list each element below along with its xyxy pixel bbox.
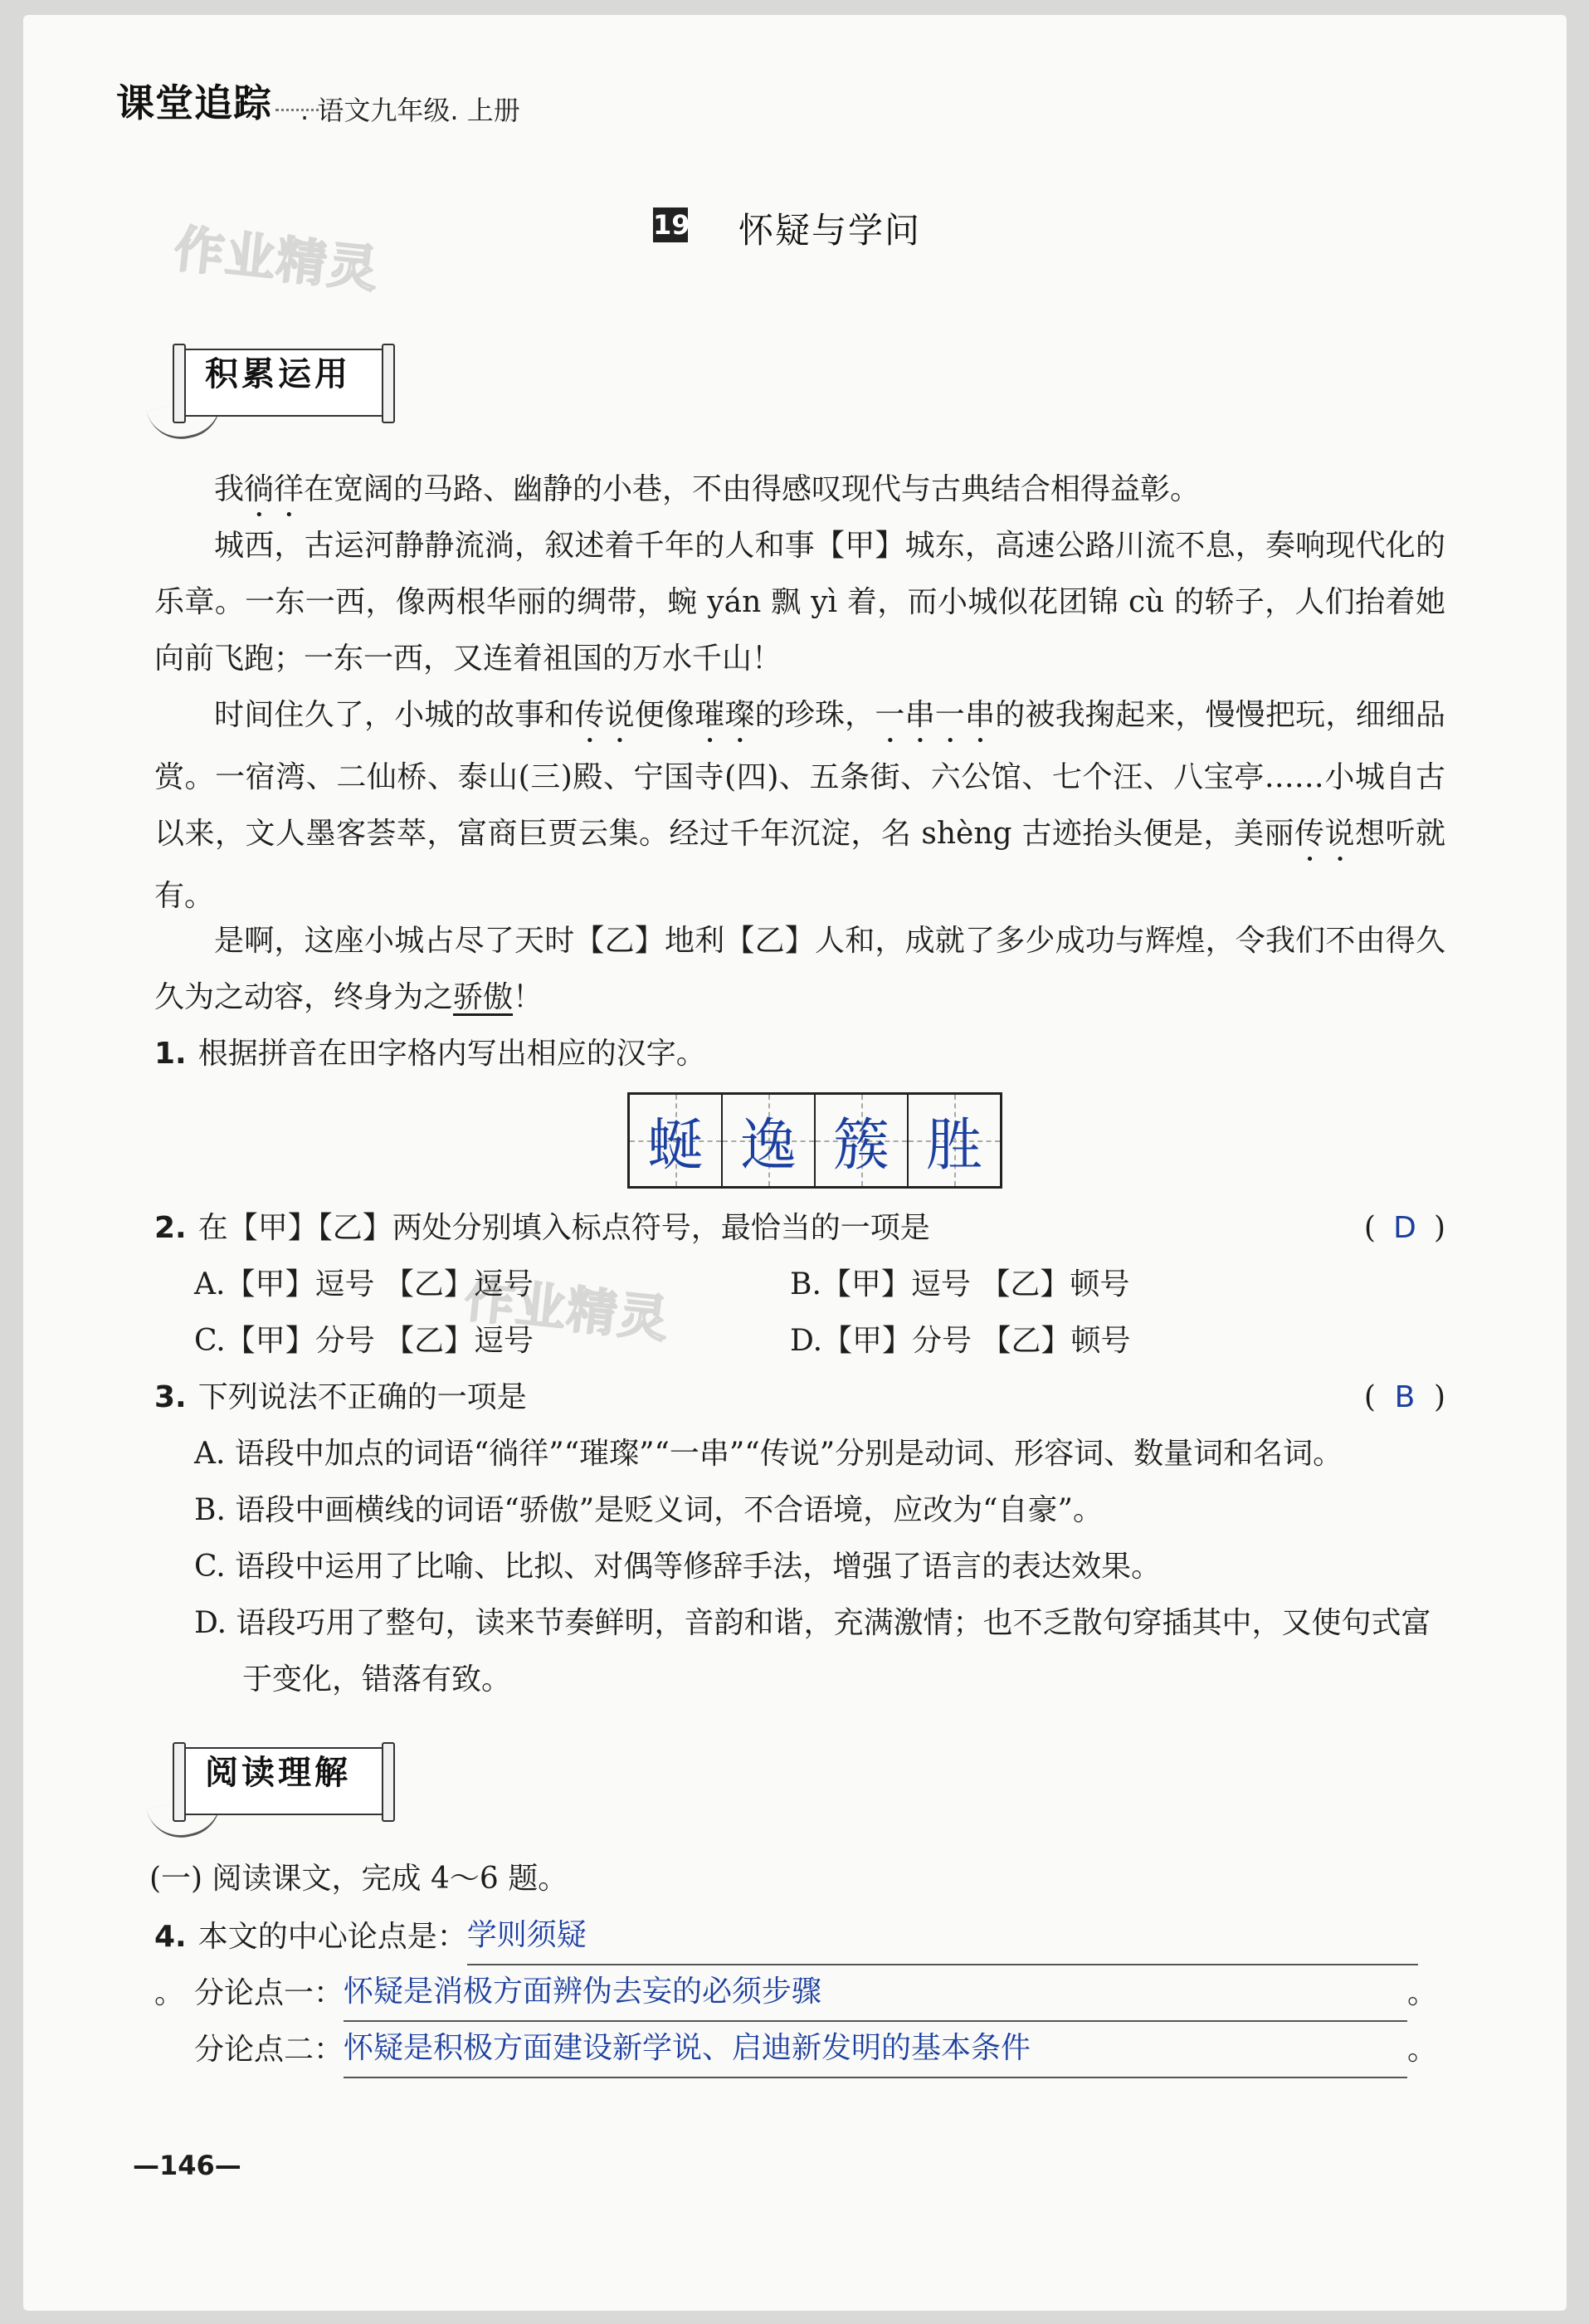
brand-logo: 课堂追踪: [116, 73, 325, 128]
sub-argument-label: 分论点二：: [194, 2033, 344, 2067]
watermark: 作业精灵: [461, 1270, 673, 1350]
section-label: 积累运用: [205, 355, 351, 393]
question-number: 3.: [154, 1380, 187, 1414]
period-mark: 。: [154, 1976, 185, 2010]
dotted-word: 传说: [574, 698, 635, 732]
section-badge-reading: [158, 1735, 398, 1834]
option-c[interactable]: C.【甲】分号 【乙】逗号: [194, 1324, 534, 1358]
option-c[interactable]: C. 语段中运用了比喻、比拟、对偶等修辞手法，增强了语言的表达效果。: [194, 1550, 1162, 1584]
sub-argument-label: 分论点一：: [194, 1976, 344, 2010]
underlined-word: 骄傲: [453, 980, 514, 1014]
handwritten-answer: 学则须疑: [466, 1918, 587, 1952]
passage-paragraph-4: [154, 913, 1445, 1026]
option-d[interactable]: D. 语段巧用了整句，读来节奏鲜明，音韵和谐，充满激情；也不乏散句穿插其中，又使句式富于变化，错落有致。: [194, 1606, 1431, 1697]
question-text: 本文的中心论点是：: [197, 1920, 467, 1954]
question-number: 1.: [154, 1037, 187, 1071]
passage-paragraph-1: 我徜徉在宽阔的马路、幽静的小巷，不由得感叹现代与古典结合相得益彰。: [214, 472, 1201, 506]
period-mark: 。: [1407, 1976, 1438, 2010]
option-b[interactable]: B. 语段中画横线的词语“骄傲”是贬义词，不合语境，应改为“自豪”。: [194, 1493, 1103, 1527]
paragraph-text: ！: [513, 980, 543, 1014]
grid-cell[interactable]: [816, 1095, 909, 1186]
question-2: [154, 1200, 1445, 1257]
dotted-word: 璀璨: [695, 698, 755, 732]
grid-cell[interactable]: [630, 1095, 723, 1186]
passage-paragraph-2: 城西，古运河静静流淌，叙述着千年的人和事【甲】城东，高速公路川流不息，奏响现代化的乐章。一东一西，像两根华丽的绸带，蜿 yán 飘 yì 着，而小城似花团锦 cù 的轿子，人们抬着她向前飞跑；一东一西，又连着祖国的万水千山！: [154, 529, 1445, 676]
answer-bracket[interactable]: ( B ): [1364, 1370, 1445, 1426]
handwritten-answer: 蜒: [646, 1112, 704, 1179]
handwritten-answer: 胜: [925, 1112, 982, 1179]
period-mark: 。: [1407, 2033, 1438, 2067]
answer-line[interactable]: [467, 1907, 1418, 1965]
dotted-word: 一串: [875, 698, 935, 732]
handwritten-answer: 簇: [832, 1112, 890, 1179]
dotted-word: 徜徉: [244, 472, 305, 506]
handwritten-answer: 怀疑是积极方面建设新学说、启迪新发明的基本条件: [344, 2031, 1031, 2065]
question-3: [154, 1370, 1445, 1426]
lesson-number: 19: [653, 209, 690, 241]
watermark: 作业精灵: [171, 220, 383, 300]
section-label: 阅读理解: [205, 1754, 351, 1792]
question-number: 4.: [154, 1920, 187, 1954]
option-b[interactable]: B.【甲】逗号 【乙】顿号: [790, 1267, 1130, 1301]
answer-line[interactable]: [344, 1964, 1407, 2022]
grid-cell[interactable]: [909, 1095, 1000, 1186]
answer-bracket[interactable]: ( D ): [1364, 1200, 1445, 1257]
lesson-title: 怀疑与学问: [738, 210, 922, 251]
question-text: 根据拼音在田字格内写出相应的汉字。: [197, 1037, 706, 1071]
sub-argument-1: [194, 1964, 1445, 2022]
option-d[interactable]: D.【甲】分号 【乙】顿号: [790, 1324, 1131, 1358]
passage-paragraph-3: 时间住久了，小城的故事和传说便像璀璨的珍珠，一串一串的被我掬起来，慢慢把玩，细细品赏。一宿湾、二仙桥、泰山(三)殿、宁国寺(四)、五条街、六公馆、七个汪、八宝亭……小城自古以来，文人墨客荟萃，富商巨贾云集。经过千年沉淀，名 shèng 古迹抬头便是，美丽传说想听就有。: [154, 698, 1445, 913]
handwritten-answer: 逸: [739, 1112, 797, 1179]
question-text: 在【甲】【乙】两处分别填入标点符号，最恰当的一项是: [197, 1211, 930, 1245]
tianzige-grid: [627, 1092, 1002, 1189]
page-number: —146—: [133, 2150, 241, 2181]
section-badge-accumulate: [158, 336, 398, 436]
reading-intro: (一) 阅读课文，完成 4～6 题。: [149, 1862, 568, 1896]
dotted-word: 一串: [934, 698, 996, 732]
option-a[interactable]: A.【甲】逗号 【乙】逗号: [194, 1267, 534, 1301]
dotted-word: 传说: [1294, 817, 1355, 851]
handwritten-answer: 怀疑是消极方面辨伪去妄的必须步骤: [344, 1975, 822, 2009]
answer-line[interactable]: [344, 2020, 1407, 2078]
grid-cell[interactable]: [723, 1095, 816, 1186]
sub-argument-2: [194, 2020, 1445, 2078]
answer-letter: D: [1393, 1211, 1416, 1245]
question-1: [154, 1026, 1445, 1082]
paragraph-text: 是啊，这座小城占尽了天时【乙】地利【乙】人和，成就了多少成功与辉煌，令我们不由得久久为之动容，终身为之: [154, 924, 1445, 1014]
question-number: 2.: [154, 1211, 187, 1245]
question-text: 下列说法不正确的一项是: [197, 1380, 527, 1414]
answer-letter: B: [1394, 1380, 1416, 1414]
book-subtitle: . 语文九年级. 上册: [300, 95, 520, 126]
option-a[interactable]: A. 语段中加点的词语“徜徉”“璀璨”“一串”“传说”分别是动词、形容词、数量词和名词。: [194, 1437, 1343, 1471]
